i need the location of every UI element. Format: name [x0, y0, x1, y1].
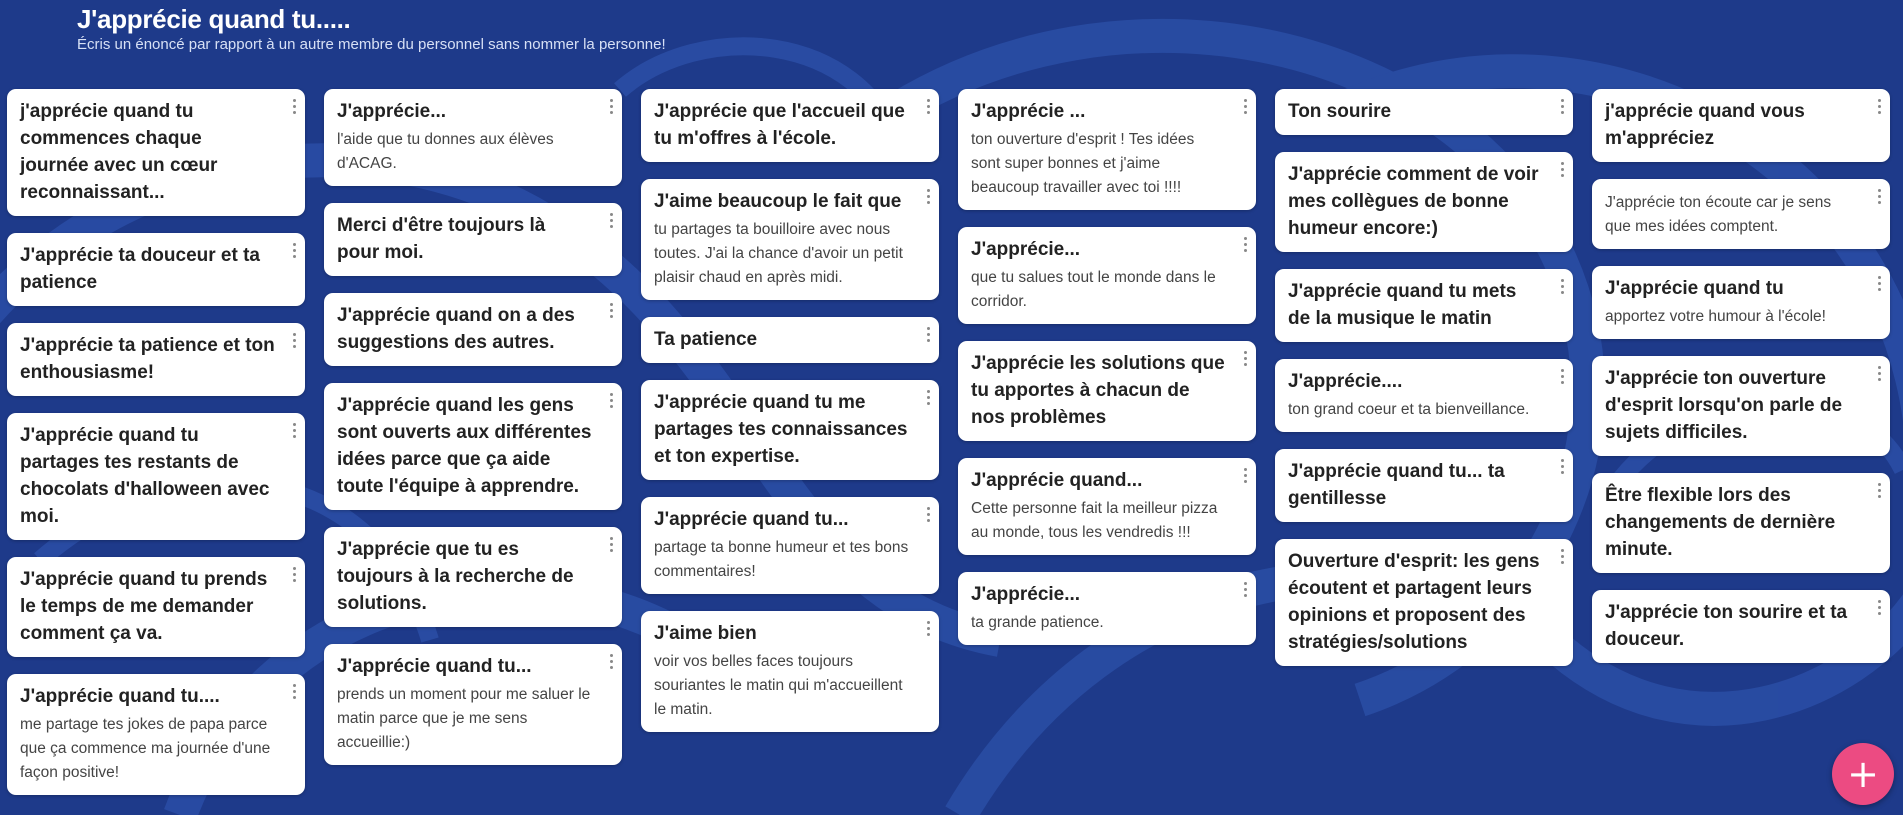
- post-title: J'apprécie quand...: [971, 470, 1143, 491]
- plus-icon: +: [1847, 752, 1879, 796]
- post-title: J'apprécie comment de voir mes collègues de bonne humeur encore:): [1288, 164, 1539, 239]
- more-vertical-icon[interactable]: [1243, 351, 1247, 367]
- more-vertical-icon[interactable]: [292, 684, 296, 700]
- wall-subtitle: Écris un énoncé par rapport à un autre membre du personnel sans nommer la personne!: [77, 36, 666, 53]
- more-vertical-icon[interactable]: [1877, 189, 1881, 205]
- more-vertical-icon[interactable]: [609, 654, 613, 670]
- more-vertical-icon[interactable]: [609, 303, 613, 319]
- post-title: J'apprécie quand tu partages tes restants de chocolats d'halloween avec moi.: [20, 425, 270, 527]
- post-body: Cette personne fait la meilleur pizza au monde, tous les vendredis !!!: [971, 500, 1218, 541]
- post-title: J'apprécie quand tu....: [20, 686, 220, 707]
- more-vertical-icon[interactable]: [1243, 237, 1247, 253]
- more-vertical-icon[interactable]: [926, 621, 930, 637]
- more-vertical-icon[interactable]: [926, 189, 930, 205]
- more-vertical-icon[interactable]: [1877, 600, 1881, 616]
- more-vertical-icon[interactable]: [609, 393, 613, 409]
- post-card[interactable]: [1592, 179, 1890, 249]
- post-body: voir vos belles faces toujours souriantes le matin qui m'accueillent le matin.: [654, 653, 903, 718]
- more-vertical-icon[interactable]: [1243, 99, 1247, 115]
- wall-column: [958, 89, 1256, 795]
- wall-column: [1275, 89, 1573, 795]
- post-body: que tu salues tout le monde dans le corridor.: [971, 269, 1216, 310]
- post-title: J'apprécie quand tu prends le temps de me demander comment ça va.: [20, 569, 268, 644]
- post-title: J'apprécie quand tu... ta gentillesse: [1288, 461, 1505, 509]
- more-vertical-icon[interactable]: [1243, 468, 1247, 484]
- post-title: Ton sourire: [1288, 101, 1392, 122]
- post-body: ton ouverture d'esprit ! Tes idées sont super bonnes et j'aime beaucoup travailler avec toi !!!!: [971, 131, 1195, 196]
- post-card[interactable]: [1592, 266, 1890, 339]
- post-body: tu partages ta bouilloire avec nous toutes. J'ai la chance d'avoir un petit plaisir chaud en après midi.: [654, 221, 903, 286]
- more-vertical-icon[interactable]: [292, 333, 296, 349]
- post-card[interactable]: [1275, 89, 1573, 135]
- more-vertical-icon[interactable]: [292, 243, 296, 259]
- post-title: J'apprécie quand tu mets de la musique le matin: [1288, 281, 1517, 329]
- post-title: J'apprécie....: [1288, 371, 1403, 392]
- post-card[interactable]: [1275, 539, 1573, 666]
- post-card[interactable]: [641, 89, 939, 162]
- more-vertical-icon[interactable]: [1560, 162, 1564, 178]
- more-vertical-icon[interactable]: [1877, 483, 1881, 499]
- post-body: ta grande patience.: [971, 614, 1104, 631]
- post-card[interactable]: [958, 572, 1256, 645]
- post-card[interactable]: [1275, 269, 1573, 342]
- post-title: J'apprécie quand tu...: [654, 509, 849, 530]
- post-title: J'apprécie...: [971, 239, 1081, 260]
- post-title: J'apprécie ton ouverture d'esprit lorsqu'on parle de sujets difficiles.: [1605, 368, 1843, 443]
- post-body: me partage tes jokes de papa parce que ça commence ma journée d'une façon positive!: [20, 716, 271, 781]
- more-vertical-icon[interactable]: [926, 390, 930, 406]
- post-body: ton grand coeur et ta bienveillance.: [1288, 401, 1530, 418]
- post-title: J'apprécie quand tu: [1605, 278, 1784, 299]
- wall-title: J'apprécie quand tu.....: [77, 4, 351, 34]
- more-vertical-icon[interactable]: [1243, 582, 1247, 598]
- post-body: prends un moment pour me saluer le matin parce que je me sens accueillie:): [337, 686, 591, 751]
- post-card[interactable]: [1592, 89, 1890, 162]
- more-vertical-icon[interactable]: [1560, 459, 1564, 475]
- post-title: J'apprécie que tu es toujours à la recherche de solutions.: [337, 539, 574, 614]
- post-title: J'apprécie quand les gens sont ouverts aux différentes idées parce que ça aide toute l'équipe à apprendre.: [337, 395, 592, 497]
- more-vertical-icon[interactable]: [609, 537, 613, 553]
- post-card[interactable]: [324, 527, 622, 627]
- post-title: J'aime beaucoup le fait que: [654, 191, 902, 212]
- wall-column: [7, 89, 305, 795]
- post-title: J'apprécie que l'accueil que tu m'offres à l'école.: [654, 101, 905, 149]
- post-title: J'apprécie ton sourire et ta douceur.: [1605, 602, 1848, 650]
- post-title: J'aime bien: [654, 623, 757, 644]
- post-card[interactable]: [7, 557, 305, 657]
- post-title: J'apprécie quand tu me partages tes connaissances et ton expertise.: [654, 392, 908, 467]
- post-title: J'apprécie...: [337, 101, 447, 122]
- post-body: partage ta bonne humeur et tes bons commentaires!: [654, 539, 909, 580]
- post-card[interactable]: [324, 644, 622, 765]
- more-vertical-icon[interactable]: [292, 567, 296, 583]
- post-title: j'apprécie quand tu commences chaque journée avec un cœur reconnaissant...: [20, 101, 218, 203]
- post-card[interactable]: [1275, 359, 1573, 432]
- wall-column: [641, 89, 939, 795]
- post-card[interactable]: [7, 89, 305, 216]
- post-title: J'apprécie ...: [971, 101, 1086, 122]
- add-post-button[interactable]: [1832, 743, 1894, 805]
- more-vertical-icon[interactable]: [1560, 369, 1564, 385]
- post-card[interactable]: [1275, 449, 1573, 522]
- more-vertical-icon[interactable]: [926, 99, 930, 115]
- more-vertical-icon[interactable]: [292, 99, 296, 115]
- post-card[interactable]: [324, 203, 622, 276]
- post-card[interactable]: [7, 233, 305, 306]
- post-card[interactable]: [641, 380, 939, 480]
- more-vertical-icon[interactable]: [609, 213, 613, 229]
- post-title: J'apprécie quand tu...: [337, 656, 532, 677]
- wall-header: [77, 4, 666, 54]
- post-title: J'apprécie ta patience et ton enthousiasme!: [20, 335, 275, 383]
- post-card[interactable]: [324, 293, 622, 366]
- more-vertical-icon[interactable]: [926, 327, 930, 343]
- more-vertical-icon[interactable]: [1560, 549, 1564, 565]
- post-title: J'apprécie les solutions que tu apportes à chacun de nos problèmes: [971, 353, 1225, 428]
- post-card[interactable]: [958, 227, 1256, 324]
- wall-column: [324, 89, 622, 795]
- post-card[interactable]: [958, 341, 1256, 441]
- post-card[interactable]: [1592, 356, 1890, 456]
- more-vertical-icon[interactable]: [926, 507, 930, 523]
- more-vertical-icon[interactable]: [1877, 276, 1881, 292]
- post-title: J'apprécie...: [971, 584, 1081, 605]
- post-body: apportez votre humour à l'école!: [1605, 308, 1826, 325]
- wall-column: [1592, 89, 1890, 795]
- more-vertical-icon[interactable]: [1877, 366, 1881, 382]
- post-card[interactable]: [641, 497, 939, 594]
- post-card[interactable]: [324, 89, 622, 186]
- post-wall: [7, 89, 1890, 795]
- post-card[interactable]: [7, 413, 305, 540]
- post-card[interactable]: [1275, 152, 1573, 252]
- post-card[interactable]: [641, 179, 939, 300]
- post-card[interactable]: [7, 674, 305, 795]
- post-card[interactable]: [641, 611, 939, 732]
- more-vertical-icon[interactable]: [609, 99, 613, 115]
- post-card[interactable]: [1592, 590, 1890, 663]
- more-vertical-icon[interactable]: [1560, 99, 1564, 115]
- more-vertical-icon[interactable]: [1877, 99, 1881, 115]
- post-card[interactable]: [7, 323, 305, 396]
- more-vertical-icon[interactable]: [292, 423, 296, 439]
- post-title: Ouverture d'esprit: les gens écoutent et partagent leurs opinions et proposent des stratégies/solutions: [1288, 551, 1540, 653]
- post-card[interactable]: [958, 458, 1256, 555]
- post-title: Ta patience: [654, 329, 758, 350]
- post-title: Être flexible lors des changements de dernière minute.: [1605, 485, 1836, 560]
- post-body: J'apprécie ton écoute car je sens que mes idées comptent.: [1605, 194, 1832, 235]
- post-card[interactable]: [1592, 473, 1890, 573]
- post-card[interactable]: [958, 89, 1256, 210]
- post-title: Merci d'être toujours là pour moi.: [337, 215, 546, 263]
- post-title: J'apprécie ta douceur et ta patience: [20, 245, 260, 293]
- post-card[interactable]: [641, 317, 939, 363]
- post-title: j'apprécie quand vous m'appréciez: [1605, 101, 1805, 149]
- post-card[interactable]: [324, 383, 622, 510]
- post-title: J'apprécie quand on a des suggestions des autres.: [337, 305, 575, 353]
- more-vertical-icon[interactable]: [1560, 279, 1564, 295]
- post-body: l'aide que tu donnes aux élèves d'ACAG.: [337, 131, 554, 172]
